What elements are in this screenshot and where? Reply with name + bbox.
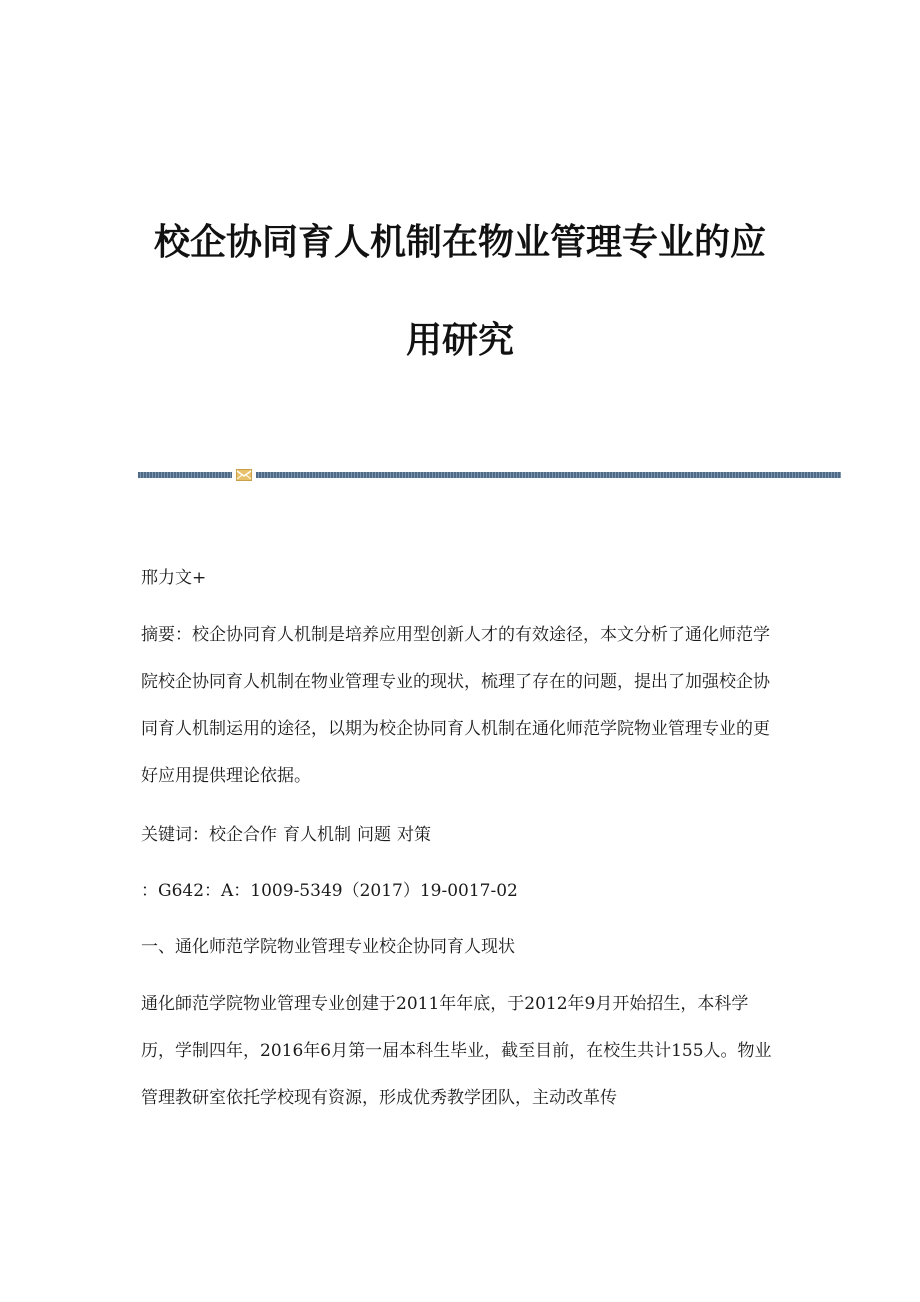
divider-bar-right	[256, 472, 841, 478]
divider-bar-left	[138, 472, 232, 478]
keyword-item: 校企合作	[209, 825, 277, 845]
section-body-paragraph: 通化師范学院物业管理专业创建于2011年年底，于2012年9月开始招生，本科学历，学制四年，2016年6月第一届本科生毕业，截至目前，在校生共计155人。物业管理教研室依托学校现有资源，形成优秀教学团队，主动改革传	[141, 994, 772, 1108]
title-divider	[138, 469, 841, 481]
keyword-item: 育人机制	[283, 825, 351, 845]
section-heading: 一、通化师范学院物业管理专业校企协同育人现状	[141, 937, 515, 957]
keyword-item: 对策	[397, 825, 431, 845]
keyword-item: 问题	[357, 825, 391, 845]
keywords-label: 关键词：	[141, 825, 209, 845]
abstract-paragraph: 摘要：校企协同育人机制是培养应用型创新人才的有效途径，本文分析了通化师范学院校企协同育人机制在物业管理专业的现状，梳理了存在的问题，提出了加强校企协同育人机制运用的途径，以期为校企协同育人机制在通化师范学院物业管理专业的更好应用提供理论依据。	[141, 625, 770, 786]
author-line: 邢力文+	[141, 568, 207, 588]
document-title-line2: 用研究	[405, 320, 514, 361]
classification-line: ：G642：A：1009-5349（2017）19-0017-02	[141, 881, 518, 901]
envelope-mark-icon	[236, 469, 252, 481]
keywords-line	[141, 812, 781, 859]
document-title-line1: 校企协同育人机制在物业管理专业的应	[153, 222, 766, 263]
